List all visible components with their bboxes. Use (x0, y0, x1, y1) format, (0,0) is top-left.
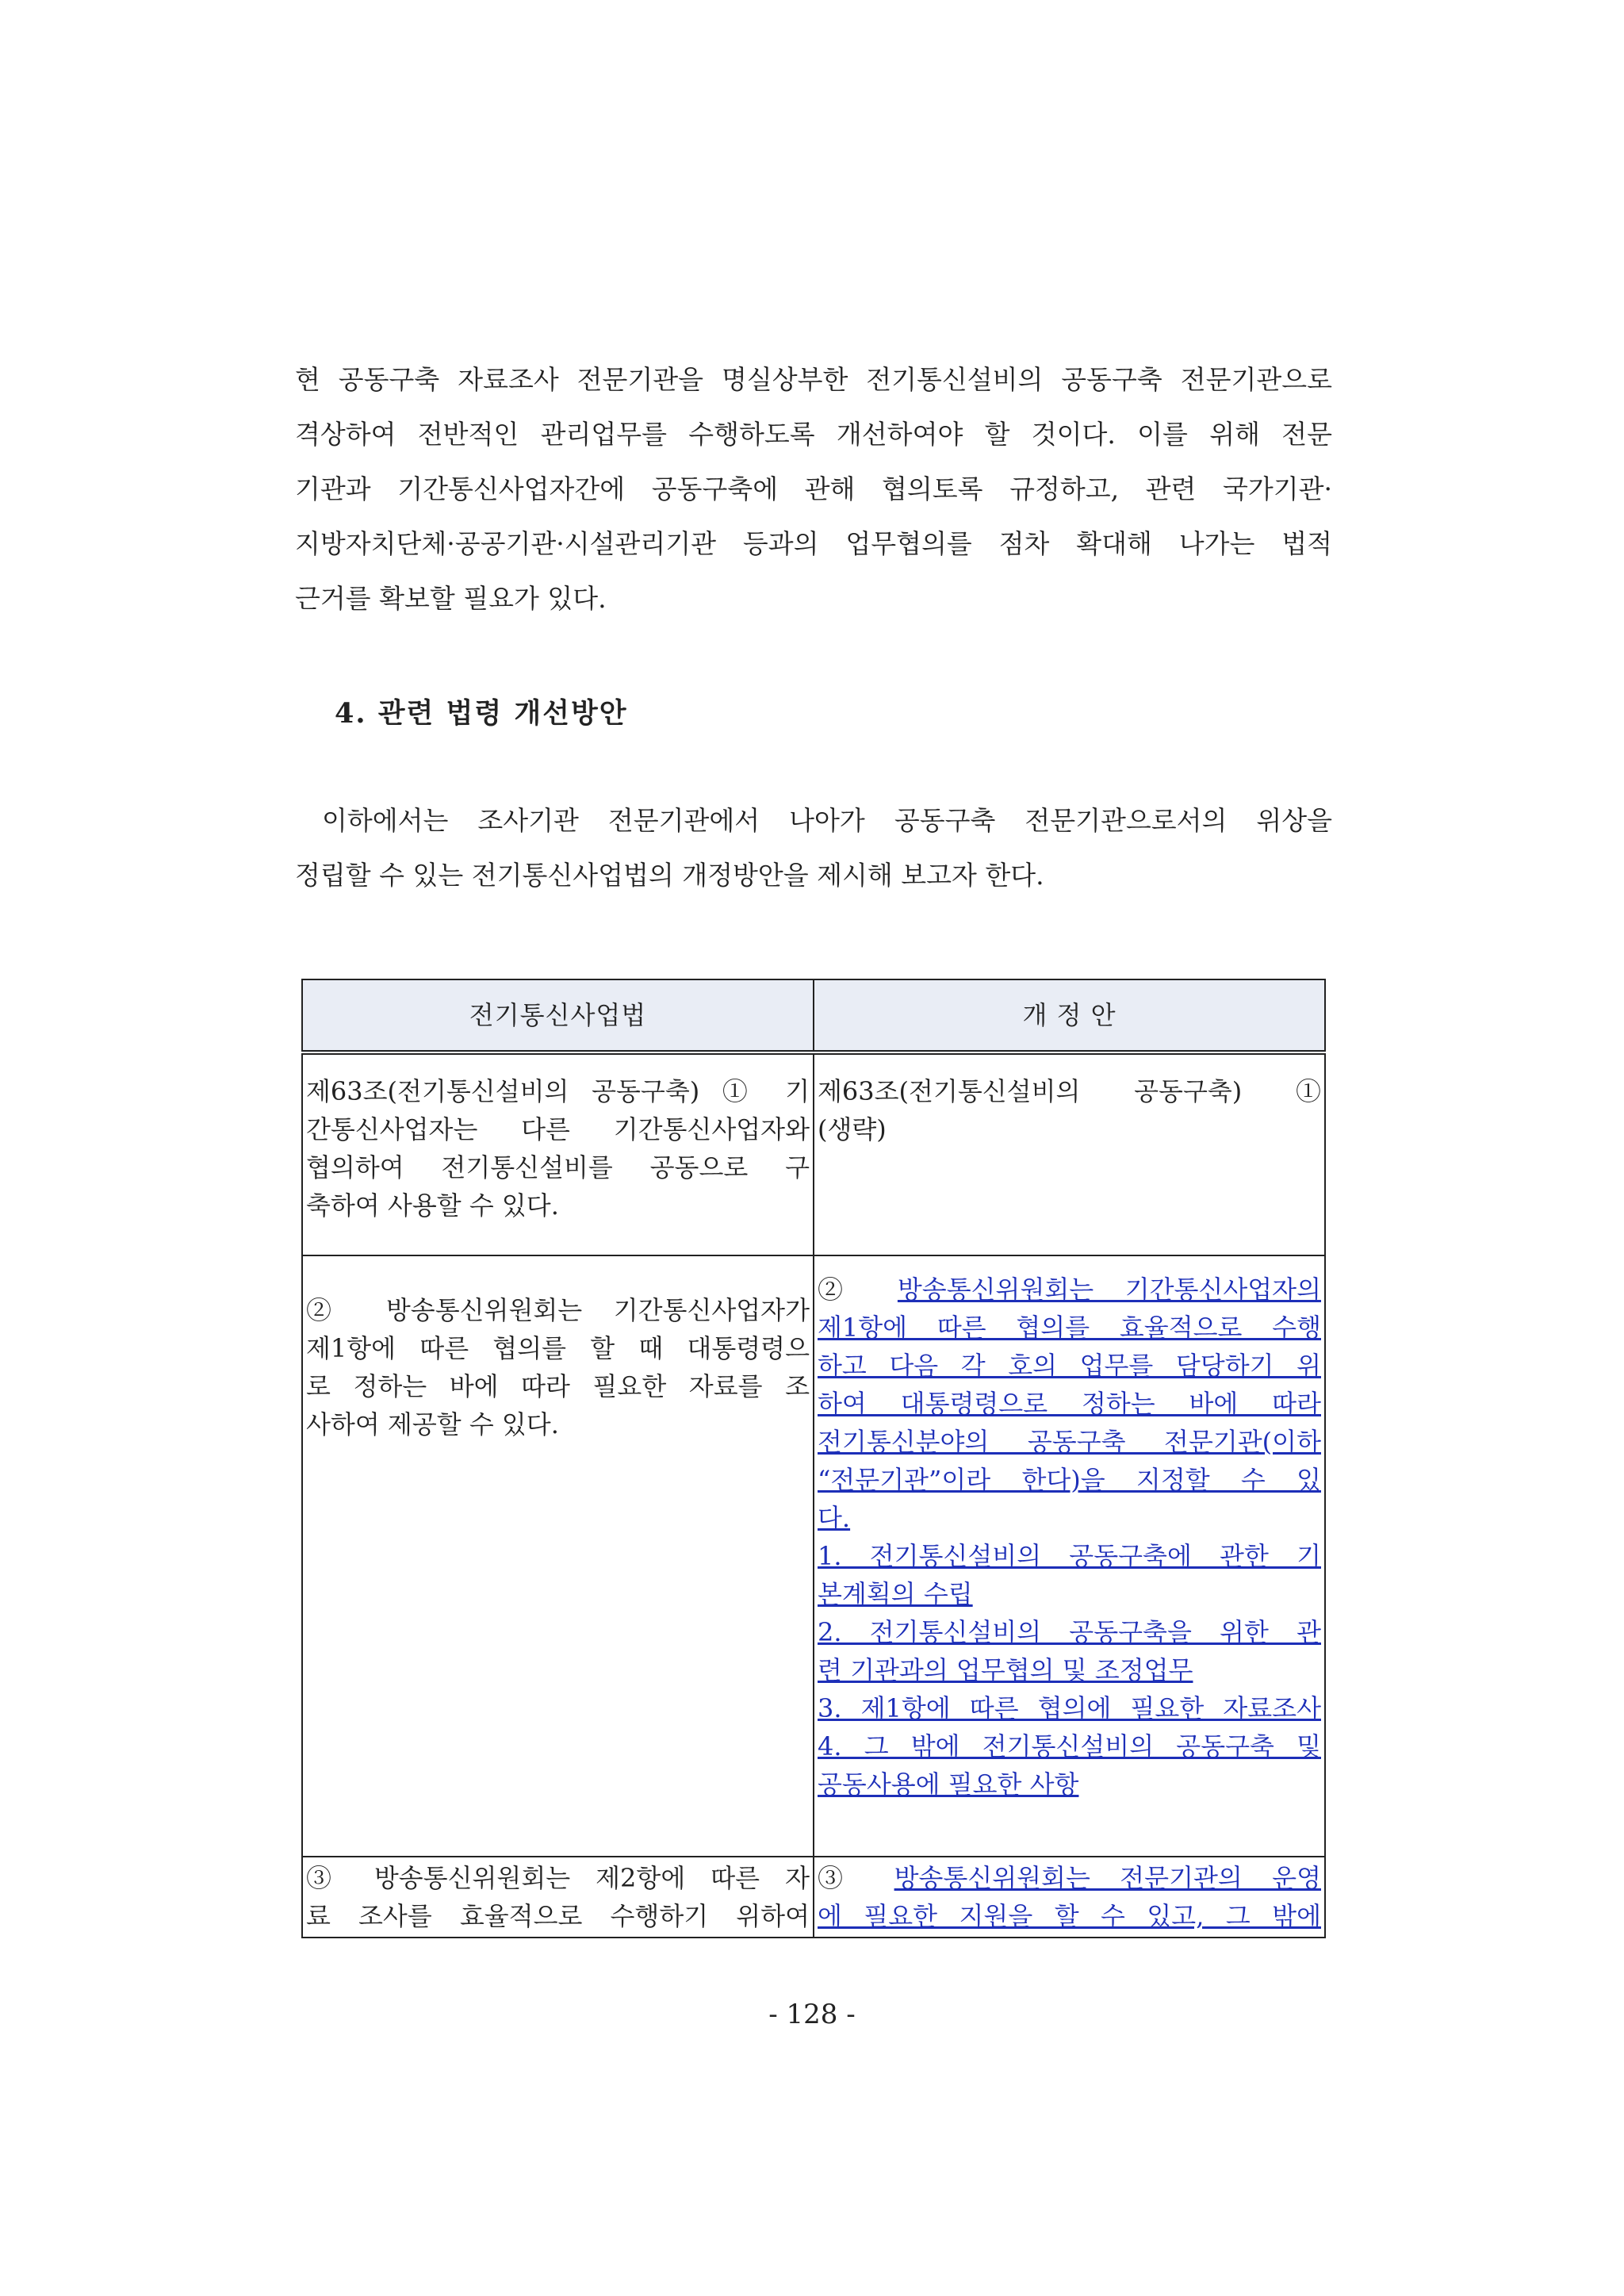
text-line: 격상하여 전반적인 관리업무를 수행하도록 개선하여야 할 것이다. 이를 위해 전문 (295, 419, 1332, 450)
cell-line (818, 1271, 1321, 1309)
text-line: 기관과 기간통신사업자간에 공동구축에 관해 협의토록 규정하고, 관련 국가기관· (295, 473, 1332, 504)
amendment-cell (814, 1857, 1325, 1938)
amendment-cell (814, 1255, 1325, 1857)
text-line: 근거를 확보할 필요가 있다. (295, 583, 607, 614)
intro-paragraph (295, 352, 1332, 626)
inserted-line: 련 기관과의 업무협의 및 조정업무 (818, 1655, 1193, 1685)
cell-line (818, 1859, 1321, 1897)
table-header-row (302, 979, 1325, 1052)
second-paragraph (295, 793, 1332, 903)
cell-line: 제63조(전기통신설비의 공동구축) ① (818, 1076, 1321, 1106)
inserted-line: 본계획의 수립 (818, 1579, 973, 1609)
cell-line: 로 정하는 바에 따라 필요한 자료를 조 (306, 1371, 810, 1401)
amendment-cell (814, 1052, 1325, 1255)
inserted-line: 에 필요한 지원을 할 수 있고, 그 밖에 (818, 1901, 1321, 1931)
cell-line: 료 조사를 효율적으로 수행하기 위하여 (306, 1901, 810, 1931)
paragraph-marker: ③ (818, 1863, 865, 1893)
cell-line: 제1항에 따른 협의를 할 때 대통령령으 (306, 1333, 810, 1363)
inserted-line: 다. (818, 1503, 851, 1533)
text-line: 현 공동구축 자료조사 전문기관을 명실상부한 전기통신설비의 공동구축 전문기관으로 (295, 364, 1332, 395)
table-row (302, 1052, 1325, 1255)
section-heading: 4. 관련 법령 개선방안 (335, 697, 628, 730)
inserted-line: 공동사용에 필요한 사항 (818, 1769, 1079, 1800)
cell-line: 축하여 사용할 수 있다. (306, 1190, 559, 1221)
page-number: - 128 - (768, 1999, 856, 2030)
text-line: 지방자치단체·공공기관·시설관리기관 등과의 업무협의를 점차 확대해 나가는 법적 (295, 528, 1332, 559)
cell-line: (생략) (818, 1114, 887, 1144)
inserted-text: 방송통신위원회는 기간통신사업자의 (897, 1274, 1322, 1305)
inserted-line: 4. 그 밖에 전기통신설비의 공동구축 및 (818, 1731, 1321, 1761)
inserted-line: 제1항에 따른 협의를 효율적으로 수행 (818, 1313, 1321, 1343)
inserted-line: 2. 전기통신설비의 공동구축을 위한 관 (818, 1617, 1321, 1647)
current-law-cell (302, 1857, 814, 1938)
inserted-line: 전기통신분야의 공동구축 전문기관(이하 (818, 1427, 1321, 1457)
cell-line: ② 방송통신위원회는 기간통신사업자가 (306, 1295, 810, 1325)
inserted-line: 하고 다음 각 호의 업무를 담당하기 위 (818, 1351, 1321, 1381)
cell-line: 제63조(전기통신설비의 공동구축) ① 기 (306, 1076, 810, 1106)
cell-line: ③ 방송통신위원회는 제2항에 따른 자 (306, 1863, 810, 1893)
inserted-line: 하여 대통령령으로 정하는 바에 따라 (818, 1389, 1321, 1419)
comparison-table (301, 979, 1326, 1938)
cell-line: 간통신사업자는 다른 기간통신사업자와 (306, 1114, 810, 1144)
inserted-line: “전문기관”이라 한다)을 지정할 수 있 (818, 1465, 1321, 1495)
paragraph-marker: ② (818, 1274, 867, 1305)
cell-line: 사하여 제공할 수 있다. (306, 1409, 559, 1439)
header-amendment: 개 정 안 (814, 979, 1325, 1052)
text-line: 이하에서는 조사기관 전문기관에서 나아가 공동구축 전문기관으로서의 위상을 (322, 805, 1332, 836)
table-row (302, 1255, 1325, 1857)
inserted-line: 3. 제1항에 따른 협의에 필요한 자료조사 (818, 1693, 1321, 1723)
cell-line: 협의하여 전기통신설비를 공동으로 구 (306, 1152, 810, 1182)
table-row (302, 1857, 1325, 1938)
header-current-law: 전기통신사업법 (302, 979, 814, 1052)
current-law-cell (302, 1255, 814, 1857)
text-line: 정립할 수 있는 전기통신사업법의 개정방안을 제시해 보고자 한다. (295, 860, 1044, 891)
current-law-cell (302, 1052, 814, 1255)
inserted-text: 방송통신위원회는 전문기관의 운영 (894, 1863, 1321, 1893)
inserted-line: 1. 전기통신설비의 공동구축에 관한 기 (818, 1541, 1321, 1571)
